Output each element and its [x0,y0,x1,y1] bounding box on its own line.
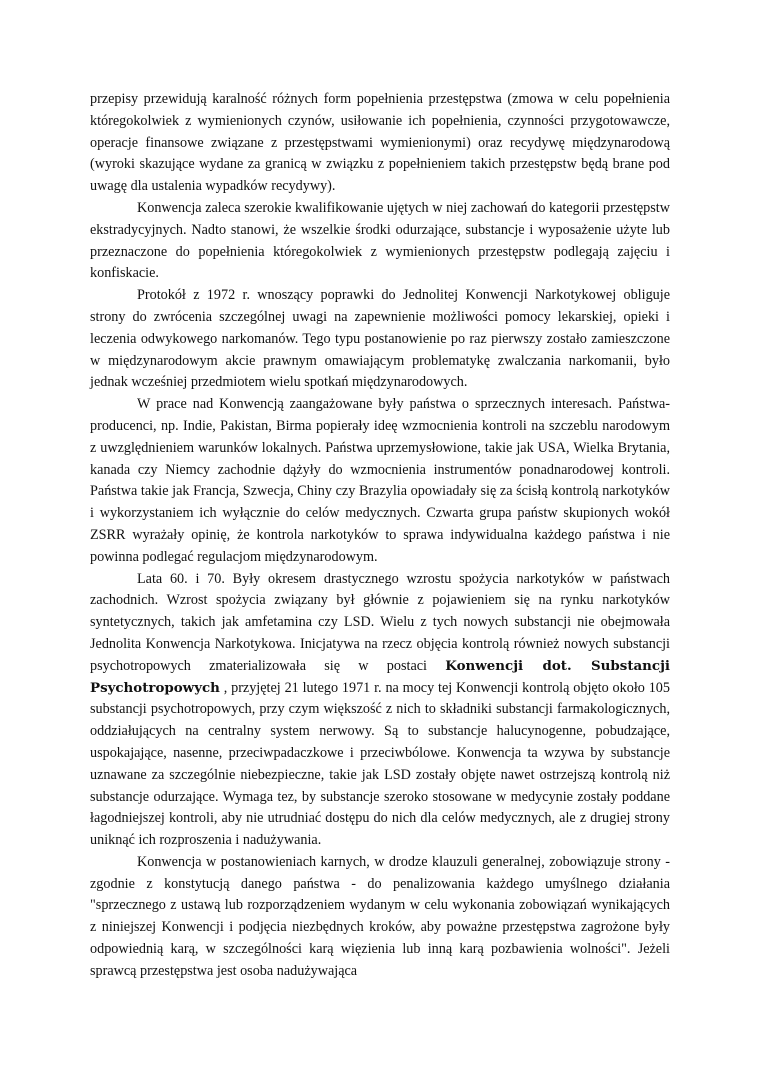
paragraph-penal-provisions: Konwencja w postanowieniach karnych, w drodze klauzuli generalnej, zobowiązuje strony - zgodnie z konstytucją danego państwa - do penalizowania każdego umyślnego działania "sprzecznego z ustawą lub rozporządzeniem wydanym w celu wykonania zobowiązań wynikających z niniejszej Konwencji i podjęcia niezbędnych kroków, aby poważne przestępstwa zagrożone były odpowiednią karą, w szczególności karą więzienia lub inną karą pozbawienia wolności". Jeżeli sprawcą przestępstwa jest osoba nadużywająca [90,853,670,979]
paragraph-text-after: , przyjętej 21 lutego 1971 r. na mocy tej Konwencji kontrolą objęto około 105 substancji psychotropowych, przy czym większość z nich to składniki substancji farmakologicznych, oddziałujących na centralny system nerwowy. Są to substancje halucynogenne, pobudzające, uspokajające, nasenne, przeciwpadaczkowe i przeciwbólowe. Konwencja ta wzywa by substancje uznawane za szczególnie niebezpieczne, takie jak LSD zostały objęte nawet ostrzejszą kontrolą niż substancje odurzające. Wymaga tez, by substancje szeroko stosowane w medycynie zostały poddane łagodniejszej kontroli, aby nie utrudniać dostępu do nich dla celów medycznych, ale z drugiej strony uniknąć ich rozproszenia i nadużywania. [90,679,670,849]
paragraph-text-before: Lata 60. i 70. Były okresem drastycznego wzrostu spożycia narkotyków w państwach zachodnich. Wzrost spożycia związany był głównie z pojawieniem się na rynku narkotyków syntetycznych, takich jak amfetamina czy LSD. Wielu z tych nowych substancji nie obejmowała Jednolita Konwencja Narkotykowa. Inicjatywa na rzecz objęcia kontrolą również nowych substancji psychotropowych zmaterializowała się w postaci [90,570,670,674]
paragraph-extradition: Konwencja zaleca szerokie kwalifikowanie ujętych w niej zachowań do kategorii przestępstw ekstradycyjnych. Nadto stanowi, że wszelkie środki odurzające, substancje i wyposażenie użyte lub przeznaczone do popełnienia któregokolwiek z wymienionych przestępstw podlegają zajęciu i konfiskacie. [90,199,670,282]
paragraph-protocol-1972: Protokół z 1972 r. wnoszący poprawki do Jednolitej Konwencji Narkotykowej obliguje strony do zwrócenia szczególnej uwagi na zapewnienie możliwości pomocy lekarskiej, opieki i leczenia odwykowego narkomanów. Tego typu postanowienie po raz pierwszy zostało zamieszczone w międzynarodowym akcie prawnym omawiającym problematykę zwalczania narkomanii, było jednak wcześniej przedmiotem wielu spotkań międzynarodowych. [90,287,670,391]
convention-title-bold: Konwencji dot. Substancji Psychotropowych [90,657,671,696]
paragraph-states-interests: W prace nad Konwencją zaangażowane były państwa o sprzecznych interesach. Państwa- producenci, np. Indie, Pakistan, Birma popierały ideę wzmocnienia kontroli na szczeblu narodowym z uwzględnieniem warunków lokalnych. Państwa uprzemysłowione, takie jak USA, Wielka Brytania, kanada czy Niemcy zachodnie dążyły do wzmocnienia instrumentów ponadnarodowej kontroli. Państwa takie jak Francja, Szwecja, Chiny czy Brazylia opowiadały się za ścisłą kontrolą narkotyków i wykorzystaniem ich wyłącznie do celów medycznych. Czwarta grupa państw skupionych wokół ZSRR wyrażały opinię, że kontrola narkotyków to sprawa indywidualna każdego państwa i nie powinna podlegać regulacjom międzynarodowym. [90,396,670,565]
document-body [90,89,670,983]
paragraph-psychotropic-convention [90,569,670,852]
paragraph-penalties-continued: przepisy przewidują karalność różnych form popełnienia przestępstwa (zmowa w celu popełnienia któregokolwiek z wymienionych czynów, usiłowanie ich popełnienia, czynności przygotowawcze, operacje finansowe związane z przestępstwami wymienionymi) oraz recydywę międzynarodową (wyroki skazujące wydane za granicą w związku z popełnieniem takich przestępstw będą brane pod uwagę dla ustalenia wypadków recydywy). [90,91,670,195]
